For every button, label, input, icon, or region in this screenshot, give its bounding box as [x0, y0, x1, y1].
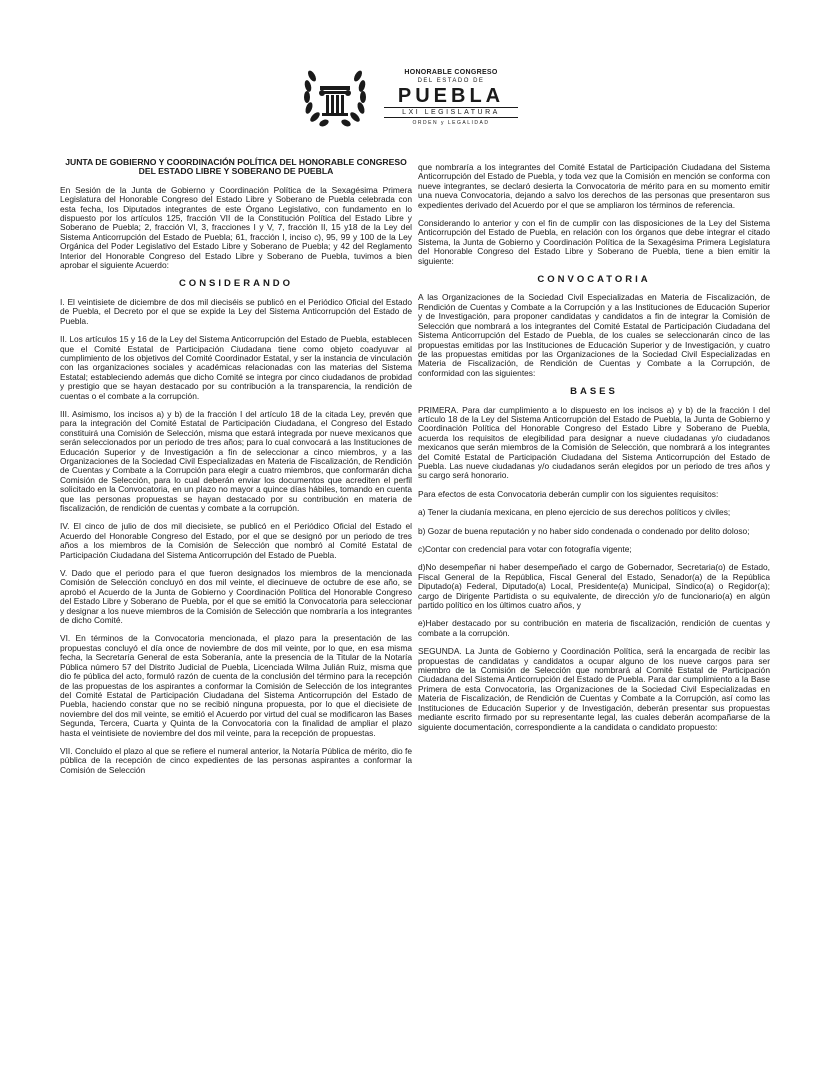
- bases-paragraph: Para efectos de esta Convocatoria deberán cumplir con los siguientes requisitos:: [418, 488, 719, 499]
- logo-wordmark: [376, 68, 526, 128]
- considerando-paragraph: II. Los artículos 15 y 16 de la Ley del Sistema Anticorrupción del Estado de Puebla, establecen que el Comité Estatal de Participación Ciudadana tiene como objeto coadyuvar al cumplimiento de los objetivos del Comité Coordinador Estatal, y ser la instancia de vinculación con las organizaciones sociales y académicas relacionadas con las materias del Sistema Estatal; estableciendo además que dicho Comité se integra por cinco ciudadanos de probidad y prestigio que se hayan destacado por su contribución a la transparencia, la rendición de cuentas o el combate a la corrupción.: [60, 334, 412, 401]
- considerando-heading: CONSIDERANDO: [178, 278, 294, 290]
- requirement-item: c)Contar con credencial para votar con fotografía vigente;: [418, 544, 632, 554]
- right-column: [418, 163, 770, 741]
- bases-heading: BASES: [570, 386, 618, 398]
- considerando-paragraph: III. Asimismo, los incisos a) y b) de la fracción I del artículo 18 de la citada Ley, prevén que para la integración del Comité Estatal de Participación Ciudadana, el Congreso del Estado constituirá una Comisión de Selección, misma que estará integrada por nueve mexicanos que serán seleccionados por un periodo de tres años; para lo cual convocará a las Instituciones de Educación Superior y de Investigación a fin de seleccionar a cinco miembros, y a las Organizaciones de la Sociedad Civil Especializadas en Materia de Fiscalización, de Rendición de Cuentas y Combate a la Corrupción para elegir a cuatro miembros, que conformarán dicha Comisión de Selección, para lo cual deberán enviar los documentos que acrediten el perfil solicitado en la Convocatoria, en un plazo no mayor a quince días hábiles, tomando en cuenta que las personas propuestas se hayan destacado por su contribución en materia de fiscalización, de rendición de cuentas y combate a la corrupción.: [60, 408, 412, 513]
- logo-line-3: PUEBLA: [397, 85, 505, 107]
- intro-paragraph: En Sesión de la Junta de Gobierno y Coordinación Política de la Sexagésima Primera Legislatura del Honorable Congreso del Estado Libre y Soberano de Puebla celebrada con esta fecha, los Diputados integrantes de este Órgano Legislativo, con fundamento en lo dispuesto por los artículos 125, fracción VII de la Constitución Política del Estado Libre y Soberano de Puebla; 2, fracción VI, 3, fracciones I y V, 7, fracción II, 15 y18 de la Ley del Sistema Anticorrupción del Estado de Puebla; 61, fracción I, inciso c), 95, 99 y 100 de la Ley Orgánica del Poder Legislativo del Estado Libre y Soberano de Puebla; y 42 del Reglamento Interior del Honorable Congreso del Estado Libre y Soberano de Puebla, tuvimos a bien aprobar el siguiente Acuerdo:: [60, 184, 412, 271]
- logo-line-2: DEL ESTADO DE: [417, 78, 485, 84]
- considerando-paragraph: V. Dado que el periodo para el que fueron designados los miembros de la mencionada Comisión de Selección concluyó en dos mil veinte, el diecinueve de octubre de ese año, se aprobó el Acuerdo de la Junta de Gobierno y Coordinación Política del Honorable Congreso del Estado Libre y Soberano de Puebla, por el que se emitió la Convocatoria para seleccionar y designar a los nueve miembros de la Comisión de Selección que nombraría a los integrantes de dicho Comité.: [60, 568, 412, 626]
- logo-line-1: HONORABLE CONGRESO: [404, 69, 498, 76]
- requirement-item: d)No desempeñar ni haber desempeñado el cargo de Gobernador, Secretaria(o) de Estado, Fiscal General de la República, Fiscal General del Estado, Senador(a) de la República Diputado(a) Federal, Diputado(a) Local, Presidente(a) Municipal, Síndico(a) o Regidor(a); cargo de Dirigente Partidista o su equivalente, de dirección y/o de funcionario(a) en algún partido político en los últimos cuatro años, y: [418, 562, 770, 611]
- convocatoria-heading: CONVOCATORIA: [537, 274, 651, 286]
- requirement-item: b) Gozar de buena reputación y no haber sido condenada o condenado por delito doloso;: [418, 525, 750, 536]
- congress-logo: [300, 64, 530, 136]
- considerando-paragraph: I. El veintisiete de diciembre de dos mil dieciséis se publicó en el Periódico Oficial del Estado de Puebla, el Decreto por el que se expide la Ley del Sistema Anticorrupción del Estado de Puebla.: [60, 296, 412, 326]
- laurel-column-emblem-icon: [300, 64, 370, 130]
- logo-line-5: ORDEN y LEGALIDAD: [412, 120, 490, 126]
- considering-paragraph: Considerando lo anterior y con el fin de cumplir con las disposiciones de la Ley del Sistema Anticorrupción del Estado de Puebla, en relación con los órganos que debe integrar el citado Sistema, la Junta de Gobierno y Coordinación Política de la Sexagésima Primera Legislatura del Honorable Congreso del Estado Libre y Soberano de Puebla, tiene a bien emitir la siguiente:: [418, 218, 770, 266]
- convocatoria-paragraph: A las Organizaciones de la Sociedad Civil Especializadas en Materia de Fiscalización, de Rendición de Cuentas y Combate a la Corrupción y a las Instituciones de Educación Superior y de Investigación, para proponer candidatas y candidatos a fin de integrar la Comisión de Selección que nombrará a los integrantes del Comité Estatal de Participación Ciudadana del Sistema Anticorrupción del Estado de Puebla, de los cuales se seleccionarán cinco de las propuestas emitidas por las Instituciones de Educación Superior y de Investigación, y cuatro de las propuestas emitidas por las Organizaciones de la Sociedad Civil Especializadas en Materia de Fiscalización, de Rendición de Cuentas y Combate a la Corrupción, de conformidad con las siguientes:: [418, 292, 770, 378]
- left-column: [60, 158, 412, 784]
- bases-paragraph: PRIMERA. Para dar cumplimiento a lo dispuesto en los incisos a) y b) de la fracción I del artículo 18 de la Ley del Sistema Anticorrupción del Estado de Puebla, la Junta de Gobierno y Coordinación Política del Honorable Congreso del Estado Libre y Soberano de Puebla, acuerda los requisitos de elegibilidad para designar a nueve ciudadanas y/o ciudadanos mexicanos que serán miembros de la Comisión de Selección, que nombrará a los integrantes del Comité Estatal de Participación Ciudadana del Sistema Anticorrupción del Estado de Puebla. Las nueve ciudadanas y/o ciudadanos serán elegidos por un periodo de tres años y su cargo será honorario.: [418, 404, 770, 481]
- document-title: JUNTA DE GOBIERNO Y COORDINACIÓN POLÍTICA DEL HONORABLE CONGRESO DEL ESTADO LIBRE Y SOBERANO DE PUEBLA: [65, 157, 407, 177]
- considerando-paragraph: IV. El cinco de julio de dos mil diecisiete, se publicó en el Periódico Oficial del Estado el Acuerdo del Honorable Congreso del Estado, por el que se designó por un periodo de tres años a los miembros de la Comisión de Selección que nombró al Comité Estatal de Participación Ciudadana del Sistema Anticorrupción del Estado de Puebla.: [60, 521, 412, 560]
- continuation-paragraph: que nombraría a los integrantes del Comité Estatal de Participación Ciudadana del Sistema Anticorrupción del Estado de Puebla, y toda vez que la Comisión en mención se conforma con nueve integrantes, se declaró desierta la Convocatoria de mérito para en su momento emitir una nueva Convocatoria, dejando a salvo los derechos de las personas que presentaron sus expedientes derivado del Acuerdo por el que se ampliaron los términos de referencia.: [418, 162, 770, 210]
- logo-line-4: LXI LEGISLATURA: [384, 107, 518, 118]
- considerando-paragraph: VI. En términos de la Convocatoria mencionada, el plazo para la presentación de las propuestas concluyó el día once de noviembre de dos mil veinte, por lo que, en esa misma fecha, la Secretaría General de esta Soberanía, ante la presencia de la Titular de la Notaría Pública número 57 del Distrito Judicial de Puebla, Licenciada Wilma Julián Ruiz, misma que dio fe pública del acto, formuló razón de cuenta de la conclusión del término para la recepción de las propuestas de los aspirantes a conformar la Comisión de Selección de los integrantes del Comité Estatal de Participación Ciudadana del Sistema Anticorrupción del Estado de Puebla, haciendo constar que no se recibió ninguna propuesta, por lo que el diecisiete de noviembre del dos mil veinte, se emitió el Acuerdo por virtud del cual se modificaron las Bases Segunda, Tercera, Cuarta y Quinta de la Convocatoria con la finalidad de ampliar el plazo hasta el veintisiete de noviembre del dos mil veinte, para la recepción de propuestas.: [60, 633, 412, 738]
- requirement-item: a) Tener la ciudanía mexicana, en pleno ejercicio de sus derechos políticos y civiles;: [418, 507, 731, 518]
- requirement-item: e)Haber destacado por su contribución en materia de fiscalización, rendición de cuentas y combate a la corrupción.: [418, 618, 770, 638]
- considerando-paragraph: VII. Concluido el plazo al que se refiere el numeral anterior, la Notaría Pública de mérito, dio fe pública de la recepción de cinco expedientes de las personas aspirantes a conformar la Comisión de Selección: [60, 745, 412, 775]
- bases-paragraph: SEGUNDA. La Junta de Gobierno y Coordinación Política, será la encargada de recibir las propuestas de candidatas y candidatos a ocupar alguno de los nueve cargos para ser miembro de la Comisión de Selección que nombrará al Comité Estatal de Participación Ciudadana del Sistema Anticorrupción del Estado de Puebla. Para dar cumplimiento a la Base Primera de esta Convocatoria, las Organizaciones de la Sociedad Civil Especializadas en Materia de Fiscalización, de Rendición de Cuentas y Combate a la Corrupción, así como las Instituciones de Educación Superior y de Investigación, deberán presentar sus propuestas mediante escrito firmado por su representante legal, las cuales deberán acompañarse de la siguiente documentación, correspondiente a la candidata o candidato propuesto:: [418, 646, 770, 732]
